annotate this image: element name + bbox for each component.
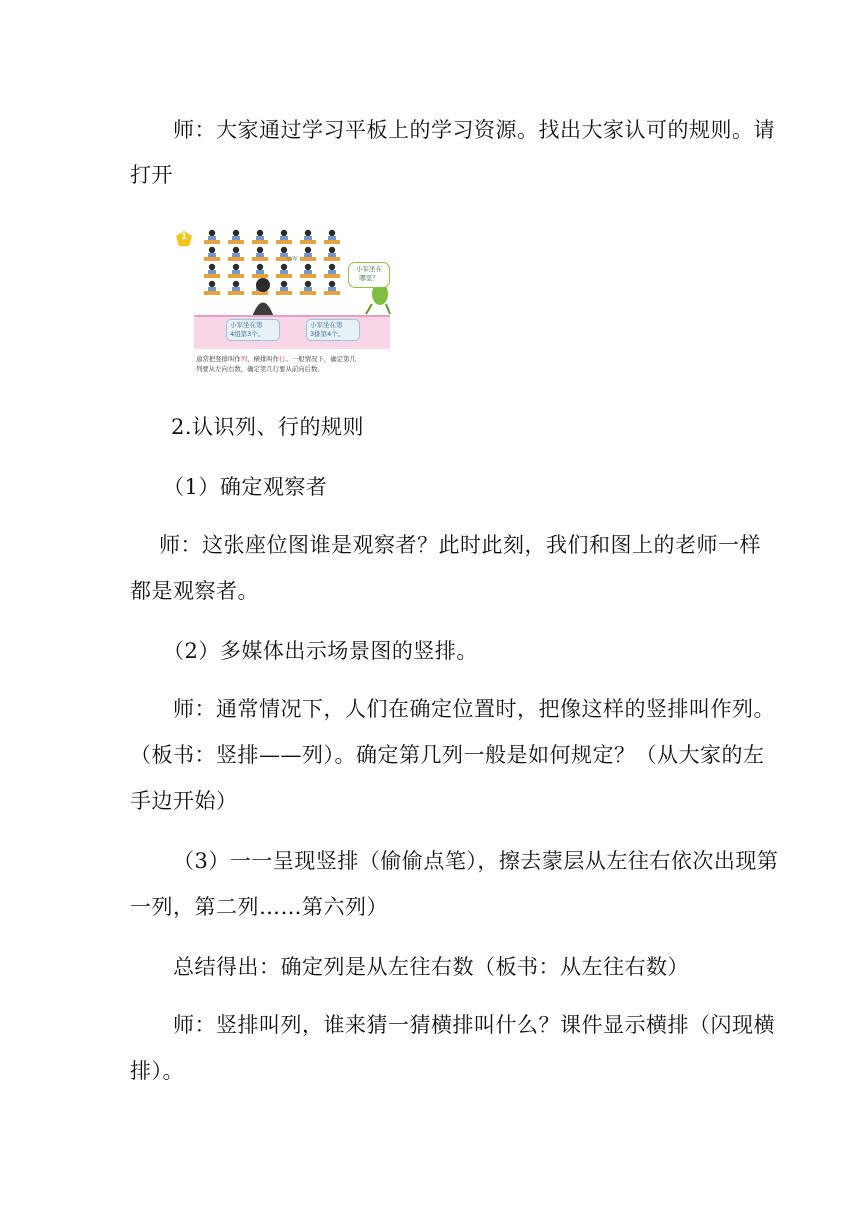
student-seat [228,264,244,278]
paragraph-line: 总结得出：确定列是从左往右数（板书：从左往右数） [173,955,689,979]
student-seat [228,230,244,244]
paragraph-line: 师：通常情况下，人们在确定位置时，把像这样的竖排叫作列。 [173,697,775,721]
figure-caption-line: 通常把竖排叫作列，横排叫作行。一般情况下，确定第几 [196,355,356,363]
student-seat [324,230,340,244]
student-seat [276,281,292,295]
xiaojun-label: 小军 [286,256,299,263]
answer-tip-right: 小军坐在第 3排第4个。 [306,319,360,341]
paragraph-line: 师：这张座位图谁是观察者？此时此刻，我们和图上的老师一样 [159,533,761,557]
paragraph-line: 手边开始） [130,789,238,813]
paragraph-line: 排）。 [130,1059,184,1083]
student-seat [204,264,220,278]
answer-band [194,315,390,349]
paragraph-line: 师：大家通过学习平板上的学习资源。找出大家认可的规则。请 [173,118,775,142]
student-seat [324,247,340,261]
subsection-heading: （1）确定观察者 [163,475,328,499]
answer-tip-left: 小军坐在第 4组第3个。 [226,319,280,341]
student-seat [276,264,292,278]
section-heading: 2.认识列、行的规则 [171,415,365,439]
figure-caption-line: 列要从左向右数，确定第几行要从前向后数。 [196,365,324,373]
problem-number-badge: 1 [176,231,192,246]
student-seat [228,247,244,261]
student-seat [204,247,220,261]
student-seat [300,247,316,261]
paragraph-line: 师：竖排叫列，谁来猜一猜横排叫什么？课件显示横排（闪现横 [173,1013,775,1037]
student-seat [324,281,340,295]
paragraph-line: 打开 [130,163,173,187]
paragraph-line: （板书：竖排——列）。确定第几列一般是如何规定？（从大家的左 [130,743,765,767]
subsection-heading: （2）多媒体出示场景图的竖排。 [163,639,478,663]
student-seat [204,230,220,244]
student-seat [204,281,220,295]
paragraph-line: 都是观察者。 [130,579,259,603]
student-seat [276,230,292,244]
paragraph-line: 一列，第二列……第六列） [130,895,388,919]
teacher-figure [252,278,274,317]
student-seat [300,264,316,278]
question-bubble: 小军坐在 哪里？ [348,262,390,288]
student-seat [300,281,316,295]
paragraph-line: （3）一一呈现竖排（偷偷点笔），擦去蒙层从左往右依次出现第 [173,849,779,873]
student-seat [300,230,316,244]
student-seat [252,264,268,278]
student-seat [252,247,268,261]
student-seat [252,230,268,244]
student-seat [228,281,244,295]
student-seat [324,264,340,278]
